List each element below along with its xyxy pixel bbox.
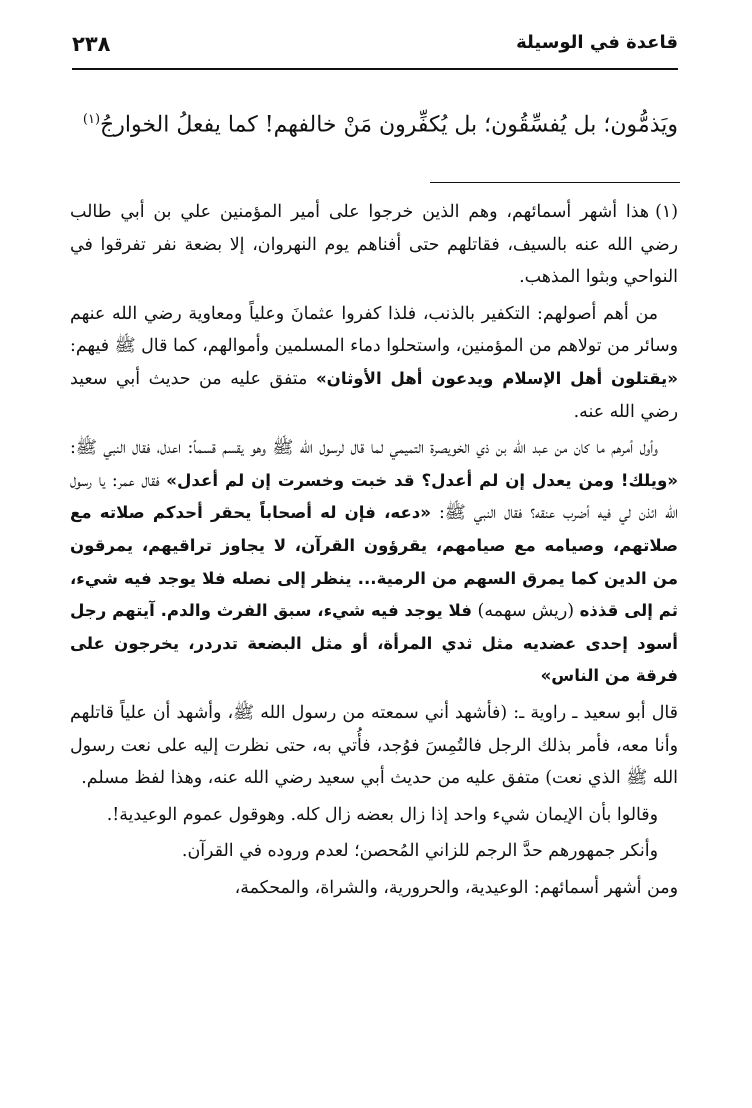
hadith-quote: «ويلك! ومن يعدل إن لم أعدل؟ قد خبت وخسرت إن لم أعدل» bbox=[166, 470, 678, 490]
page-number: ٢٣٨ bbox=[72, 32, 111, 56]
footnote-paragraph bbox=[70, 298, 678, 428]
hadith-quote: «دعه، فإن له أصحاباً يحقر أحدكم صلاته مع صلاتهم، وصيامه مع صيامهم، يقرؤون القرآن، لا يجاوز تراقيهم، يمرقون من الدين كما يمرق السهم من الرمية... ينظر إلى نصله فلا يوجد فيه شيء، ثم إلى قذذه bbox=[70, 503, 678, 621]
footnote-text: من أهم أصولهم: التكفير بالذنب، فلذا كفروا عثمانَ وعلياً ومعاوية رضي الله عنهم وسائر من تولاهم من المؤمنين، واستحلوا دماء المسلمين وأموالهم، كما قال ﷺ فيهم: bbox=[70, 303, 678, 357]
footnote-separator bbox=[430, 182, 680, 183]
footnote-text: قال أبو سعيد ـ راوية ـ: (فأشهد أني سمعته من رسول الله ﷺ، وأشهد أن علياً قاتلهم وأنا معه، فأمر بذلك الرجل فالتُمِسَ فوُجد، فأُتي به، حتى نظرت إليه على نعت رسول الله ﷺ الذي نعت) متفق عليه من حديث أبي سعيد رضي الله عنه، وهذا لفظ مسلم. bbox=[70, 702, 678, 789]
footnote-paragraph bbox=[70, 697, 678, 795]
footnote-paragraph bbox=[70, 432, 678, 693]
footnote-text: وأول أمرهم ما كان من عبد الله بن ذي الخويصرة التميمي لما قال لرسول الله ﷺ وهو يقسم قسماً: اعدل، فقال النبي ﷺ: bbox=[70, 438, 658, 459]
footnote-text: متفق عليه من حديث أبي سعيد رضي الله عنه. bbox=[70, 368, 678, 422]
footnote-paragraph bbox=[70, 799, 678, 832]
running-title: قاعدة في الوسيلة bbox=[516, 32, 678, 53]
footnote-paragraph bbox=[70, 835, 678, 868]
hadith-quote: «يقتلون أهل الإسلام ويدعون أهل الأوثان» bbox=[315, 368, 679, 388]
footnote-marker: (١) bbox=[655, 202, 678, 222]
page-header bbox=[72, 28, 678, 70]
footnote-text: (ريش سهمه) bbox=[471, 601, 580, 622]
footnote-text: ومن أشهر أسمائهم: الوعيدية، والحرورية، والشراة، والمحكمة، bbox=[234, 877, 678, 898]
footnotes-section bbox=[70, 196, 678, 908]
footnote-text: وقالوا بأن الإيمان شيء واحد إذا زال بعضه زال كله. وهوقول عموم الوعيدية!. bbox=[106, 804, 658, 825]
main-text-line bbox=[70, 100, 678, 145]
footnote-text: هذا أشهر أسمائهم، وهم الذين خرجوا على أمير المؤمنين علي بن أبي طالب رضي الله عنه بالسيف، فقاتلهم حتى أفناهم يوم النهروان، إلا بضعة نفر تفرقوا في النواحي وبثوا المذهب. bbox=[70, 202, 678, 288]
main-text: ويَذمُّون؛ بل يُفسِّقُون؛ بل يُكفِّرون مَنْ خالفهم! كما يفعلُ الخوارجُ bbox=[100, 112, 678, 138]
footnote-paragraph bbox=[70, 872, 678, 905]
footnote-paragraph bbox=[70, 196, 678, 294]
footnote-text: فقال عمر: يا رسول الله ائذن لي فيه أضرب عنقه؟ فقال النبي ﷺ: bbox=[70, 470, 678, 524]
hadith-quote: فلا يوجد فيه شيء، سبق الفرث والدم. آيتهم رجل أسود إحدى عضديه مثل ثدي المرأة، أو مثل البضعة تدردر، يخرجون على فرقة من الناس» bbox=[70, 601, 678, 686]
footnote-reference: (١) bbox=[82, 112, 101, 127]
footnote-text: وأنكر جمهورهم حدَّ الرجم للزاني المُحصن؛ لعدم وروده في القرآن. bbox=[181, 841, 658, 862]
